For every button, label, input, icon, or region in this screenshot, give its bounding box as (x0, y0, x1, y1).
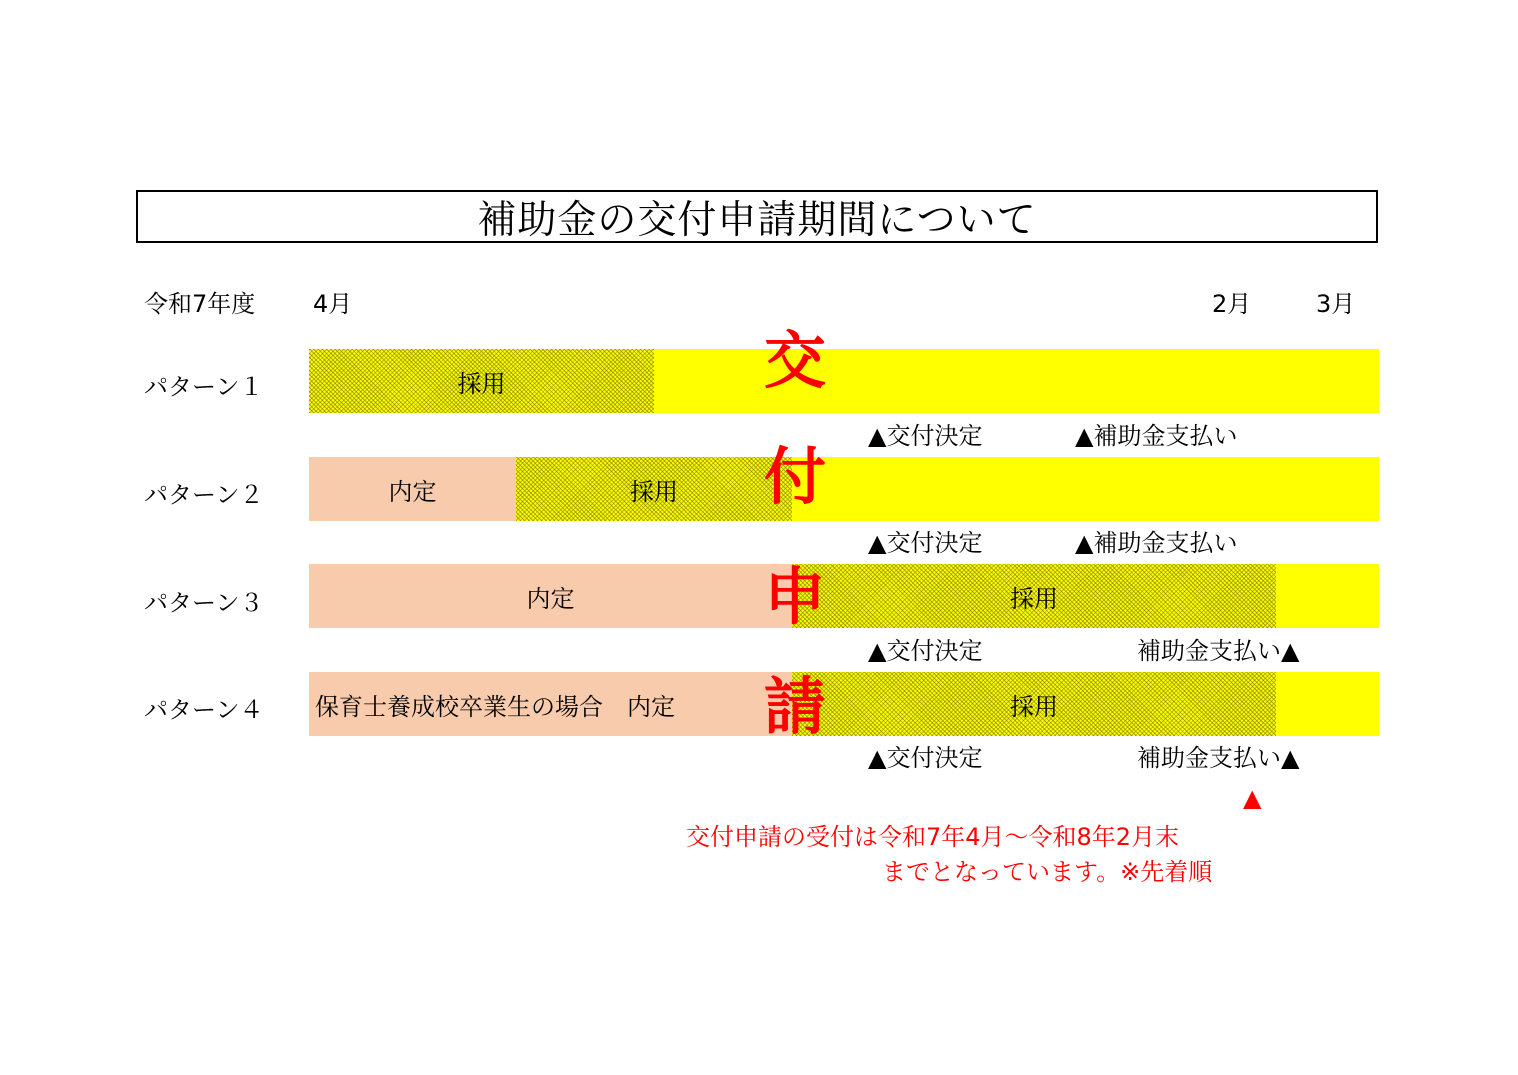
pattern-1-bar-hire (309, 349, 654, 413)
pattern-3-milestone-decision: ▲交付決定 (868, 637, 983, 665)
pattern-4-milestone-decision: ▲交付決定 (868, 744, 983, 772)
bar-label: 採用 (630, 477, 678, 506)
deadline-note-line-2: までとなっています。※先着順 (882, 858, 1213, 886)
pattern-2-bar-offer (309, 457, 516, 521)
pattern-4-milestone-payment: 補助金支払い▲ (1137, 744, 1300, 772)
pattern-3-bar-hire (792, 564, 1276, 628)
vertical-label-char-2: 付 (764, 440, 827, 513)
pattern-3-milestone-payment: 補助金支払い▲ (1137, 637, 1300, 665)
pattern-3-label: パターン３ (144, 589, 264, 617)
month-label-march: 3月 (1316, 290, 1356, 318)
pattern-1-milestone-payment: ▲補助金支払い (1075, 422, 1238, 450)
bar-label: 採用 (457, 369, 506, 398)
pattern-4-label: パターン４ (144, 696, 264, 724)
page-title (136, 190, 1378, 243)
page-title-text: 補助金の交付申請期間について (477, 197, 1037, 243)
pattern-2-bar-hire (516, 457, 792, 521)
vertical-label-char-3: 申 (764, 560, 827, 633)
vertical-label-char-1: 交 (764, 324, 827, 397)
vertical-label-char-4: 請 (764, 670, 827, 743)
deadline-note-line-1: 交付申請の受付は令和7年4月～令和8年2月末 (686, 823, 1180, 851)
pattern-4-bar-offer (309, 672, 792, 736)
pattern-3-bar-offer (309, 564, 792, 628)
deadline-marker: ▲ (1243, 784, 1262, 812)
pattern-2-milestone-payment: ▲補助金支払い (1075, 529, 1238, 557)
pattern-2-milestone-decision: ▲交付決定 (868, 529, 983, 557)
pattern-4-bar-hire (792, 672, 1276, 736)
pattern-1-label: パターン１ (144, 373, 264, 401)
bar-label: 採用 (1010, 584, 1058, 613)
fiscal-year-label: 令和7年度 (144, 290, 256, 318)
bar-label: 内定 (388, 477, 437, 506)
pattern-1-milestone-decision: ▲交付決定 (868, 422, 983, 450)
bar-label: 採用 (1010, 692, 1058, 721)
bar-label: 保育士養成校卒業生の場合 内定 (315, 692, 675, 721)
bar-label: 内定 (526, 584, 575, 613)
month-label-april: 4月 (313, 290, 353, 318)
pattern-2-label: パターン２ (144, 481, 264, 509)
month-label-february: 2月 (1212, 290, 1252, 318)
